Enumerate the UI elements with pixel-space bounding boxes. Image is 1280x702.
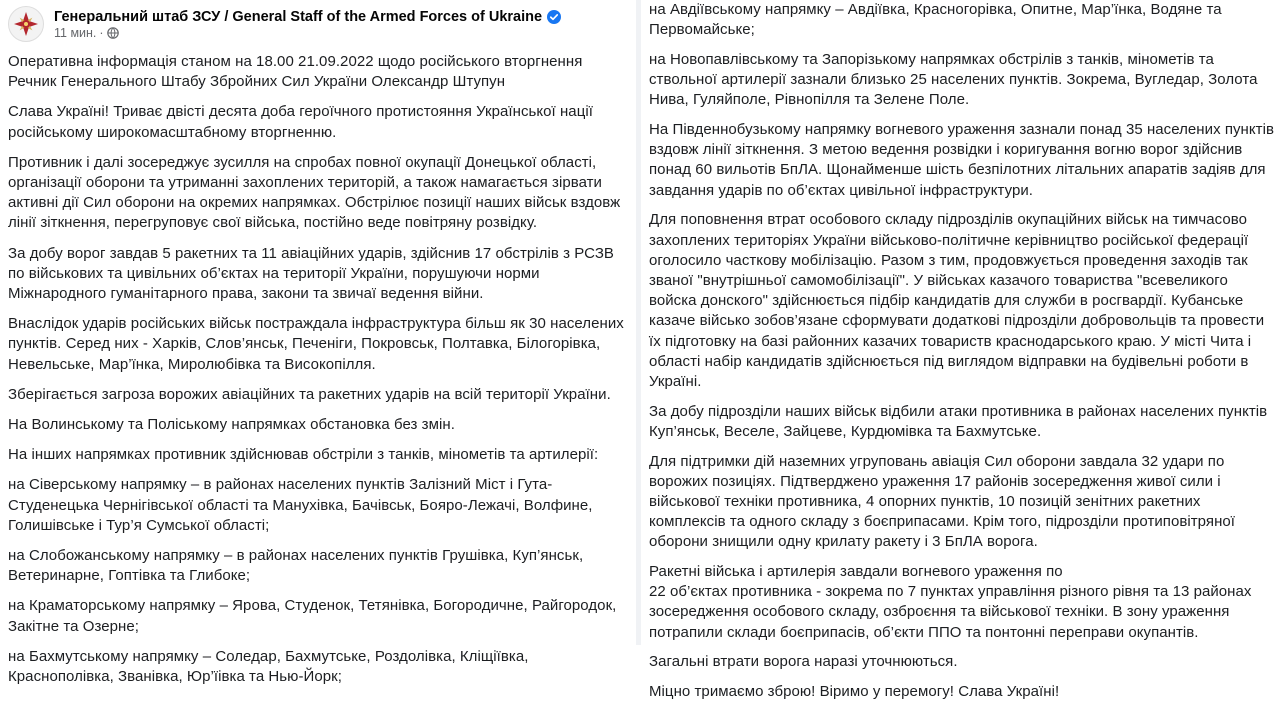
post-paragraph: Ракетні війська і артилерія завдали вогневого ураження по 22 об’єктах противника - зокрема по 7 пунктах управління різного рівня та 13 районах зосередження особового складу, озброєння та військової техніки. В зону ураження потрапили склади боєприпасів, об’єкти ППО та понтонні переправи окупантів.	[649, 563, 1252, 641]
armed-forces-emblem-icon	[13, 11, 39, 37]
post-paragraph: Міцно тримаємо зброю! Віримо у перемогу! Слава Україні!	[649, 683, 1060, 701]
post-paragraph: на Авдіївському напрямку – Авдіївка, Красногорівка, Опитне, Мар’їнка, Водяне та Первомайське;	[649, 1, 1222, 39]
meta-separator: ·	[99, 25, 104, 40]
post-header	[8, 4, 626, 44]
post-paragraph: Слава Україні! Триває двісті десята доба героїчного протистояння Української нації російському широкомасштабному вторгненню.	[8, 103, 593, 141]
post-paragraph: Загальні втрати ворога наразі уточнюються.	[649, 653, 958, 671]
post-paragraph: Зберігається загроза ворожих авіаційних та ракетних ударів на всій території України.	[8, 385, 611, 403]
verified-badge-icon	[547, 10, 561, 24]
page-avatar[interactable]	[8, 6, 44, 42]
post-paragraph: на Сіверському напрямку – в районах населених пунктів Залізний Міст і Гута-Студенецька Чернігівської області та Манухівка, Бачівськ, Бояро-Лежачі, Волфине, Голишівське і Тур’я Сумської області;	[8, 476, 593, 534]
post-paragraph: Для підтримки дій наземних угруповань авіація Сил оборони завдала 32 удари по ворожих позиціях. Підтверджено ураження 17 районів зосередження живої сили і військової техніки противника, 4 опорних пунктів, 10 позицій зенітних ракетних комплексів та одного складу з боєприпасами. Крім того, підрозділи протиповітряної оборони знищили одну крилату ракету і 3 БпЛА ворога.	[649, 452, 1236, 551]
post-paragraph: на Краматорському напрямку – Ярова, Студенок, Тетянівка, Богородичне, Райгородок, Закітне та Озерне;	[8, 597, 617, 635]
globe-privacy-icon[interactable]	[107, 27, 119, 39]
post-timestamp[interactable]: 11 мин.	[54, 25, 97, 40]
page-name-link[interactable]: Генеральний штаб ЗСУ / General Staff of the Armed Forces of Ukraine	[54, 8, 543, 25]
post-paragraph: на Бахмутському напрямку – Соледар, Бахмутське, Роздолівка, Кліщіївка, Краснополівка, Званівка, Юр’їівка та Нью-Йорк;	[8, 647, 529, 686]
post-paragraph: На Південнобузькому напрямку вогневого ураження зазнали понад 35 населених пунктів вздовж лінії зіткнення. З метою ведення розвідки і коригування вогню ворог здійснив понад 60 вильотів БпЛА. Щонайменше шість безпілотних літальних апаратів задіяв для завдання ударів по об’єктах цивільної інфраструктури.	[649, 121, 1274, 199]
post-paragraph: За добу підрозділи наших військ відбили атаки противника в районах населених пунктів Куп’янськ, Веселе, Зайцеве, Курдюмівка та Бахмутське.	[649, 402, 1268, 440]
post-paragraph: Оперативна інформація станом на 18.00 21.09.2022 щодо російського вторгнення Речник Генерального Штабу Збройних Сил України Олександр Штупун	[8, 53, 583, 91]
post-column-left	[0, 0, 636, 686]
post-paragraph: На Волинському та Поліському напрямках обстановка без змін.	[8, 416, 455, 434]
post-paragraph: на Новопавлівському та Запорізькому напрямках обстрілів з танків, мінометів та ствольної артилерії зазнали близько 25 населених пунктів. Зокрема, Вугледар, Золота Нива, Гуляйполе, Рівнопілля та Зелене Поле.	[649, 50, 1258, 109]
post-paragraph: на Слобожанському напрямку – в районах населених пунктів Грушівка, Куп’янськ, Ветеринарне, Гоптівка та Глибоке;	[8, 547, 584, 585]
post-paragraph: За добу ворог завдав 5 ракетних та 11 авіаційних ударів, здійснив 17 обстрілів з РСЗВ по військових та цивільних об’єктах на території України, порушуючи норми Міжнародного гуманітарного права, закони та звичаї ведення війни.	[8, 244, 614, 303]
post-paragraph: Противник і далі зосереджує зусилля на спробах повної окупації Донецької області, організації оборони та утриманні захоплених територій, а також намагається зірвати активні дії Сил оборони на окремих напрямках. Обстрілює позиції наших військ вздовж лінії зіткнення, перегруповує свої війська, постійно веде повітряну розвідку.	[8, 153, 621, 232]
post-body-right	[649, 0, 1276, 702]
post-body-left	[8, 52, 626, 687]
post-column-right	[641, 0, 1280, 701]
post-paragraph: На інших напрямках противник здійснював обстріли з танків, мінометів та артилерії:	[8, 446, 599, 464]
post-paragraph: Внаслідок ударів російських військ постраждала інфраструктура більш як 30 населених пунктів. Серед них - Харків, Слов’янськ, Печеніги, Покровськ, Полтавка, Білогорівка, Невельське, Мар’їнка, Миролюбівка та Високопілля.	[8, 315, 624, 373]
post-paragraph: Для поповнення втрат особового складу підрозділів окупаційних військ на тимчасово захоплених територіях України військово-політичне керівництво російської федерації оголосило часткову мобілізацію. Разом з тим, продовжується проведення заходів так званої "внутрішньої самомобілізації". У військах казачого товариства "всевеликого войска донского" здійснюється підбір кандидатів для служби в росгвардії. Кубанське казаче військо зобов’язане сформувати додаткові підрозділи добровольців та провести їх підготовку на базі районних казачих товариств краснодарського краю. У місті Чита і області набір кандидатів здійснюється під виглядом відправки на будівельні роботи в Україні.	[649, 211, 1265, 390]
